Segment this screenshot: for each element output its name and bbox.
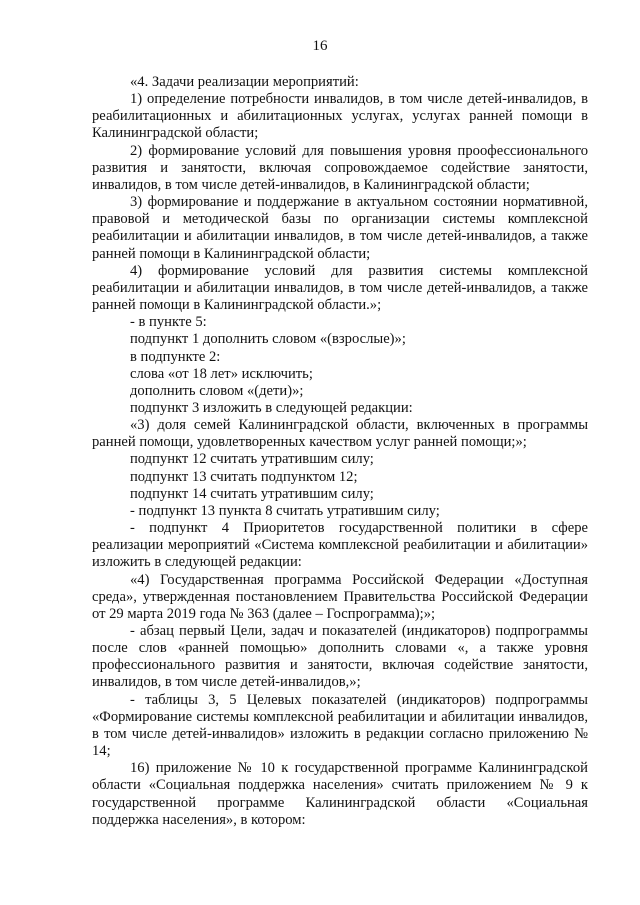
- paragraph-tables: - таблицы 3, 5 Целевых показателей (индикаторов) подпрограммы «Формирование системы комплексной реабилитации и абилитации инвалидов, в том числе детей-инвалидов» изложить в редакции согласно приложению № 14;: [92, 691, 588, 760]
- paragraph-task-1: 1) определение потребности инвалидов, в том числе детей-инвалидов, в реабилитационных и абилитационных услугах, услугах ранней помощи в Калининградской области;: [92, 91, 588, 142]
- paragraph-in-point-5: - в пункте 5:: [130, 314, 207, 331]
- paragraph-words-removed: слова «от 18 лет» исключить;: [130, 365, 313, 382]
- paragraph-task-4: 4) формирование условий для развития системы комплексной реабилитации и абилитации инвалидов, в том числе детей-инвалидов, а также ранней помощи в Калининградской области.»;: [92, 262, 588, 314]
- document-body: [92, 74, 588, 829]
- paragraph-subpoint-13: подпункт 13 считать подпунктом 12;: [130, 468, 358, 485]
- paragraph-subpoint-3-text: «3) доля семей Калининградской области, включенных в программы ранней помощи, удовлетворенных качеством услуг ранней помощи;»;: [92, 417, 588, 451]
- paragraph-add-word: дополнить словом «(дети)»;: [130, 382, 304, 399]
- paragraph-subpoint-1: подпункт 1 дополнить словом «(взрослые)»;: [130, 331, 406, 348]
- paragraph-in-subpoint-2: в подпункте 2:: [130, 348, 221, 365]
- paragraph-subpoint-3: подпункт 3 изложить в следующей редакции:: [130, 399, 413, 416]
- paragraph-priorities: - подпункт 4 Приоритетов государственной политики в сфере реализации мероприятий «Система комплексной реабилитации и абилитации» изложить в следующей редакции:: [92, 520, 588, 571]
- paragraph-subpoint-14: подпункт 14 считать утратившим силу;: [130, 485, 374, 502]
- page-number: 16: [312, 38, 328, 54]
- paragraph-task-2: 2) формирование условий для повышения уровня проофессионального развития и занятости, включая сопровождаемое содействие занятости, инвалидов, в том числе детей-инвалидов, в Калининградской области;: [92, 142, 588, 193]
- paragraph-goals: - абзац первый Цели, задач и показателей (индикаторов) подпрограммы после слов «ранней помощью» дополнить словами «, а также уровня профессионального развития и занятости, включая содействие занятости, инвалидов, в том числе детей-инвалидов,»;: [92, 623, 588, 691]
- paragraph-section-4-heading: «4. Задачи реализации мероприятий:: [130, 74, 359, 90]
- paragraph-subpoint-12: подпункт 12 считать утратившим силу;: [130, 451, 374, 468]
- paragraph-gosprogramma: «4) Государственная программа Российской Федерации «Доступная среда», утвержденная постановлением Правительства Российской Федерации от 29 марта 2019 года № 363 (далее – Госпрограмма);»;: [92, 571, 588, 622]
- paragraph-point-8: - подпункт 13 пункта 8 считать утратившим силу;: [130, 502, 440, 519]
- paragraph-task-3: 3) формирование и поддержание в актуальном состоянии нормативной, правовой и методической базы по организации системы комплексной реабилитации и абилитации инвалидов, в том числе детей-инвалидов, а также ранней помощи в Калининградской области;: [92, 194, 588, 262]
- paragraph-appendix-10: 16) приложение № 10 к государственной программе Калининградской области «Социальная поддержка населения» считать приложением № 9 к государственной программе Калининградской области «Социальная поддержка населения», в котором:: [92, 760, 588, 828]
